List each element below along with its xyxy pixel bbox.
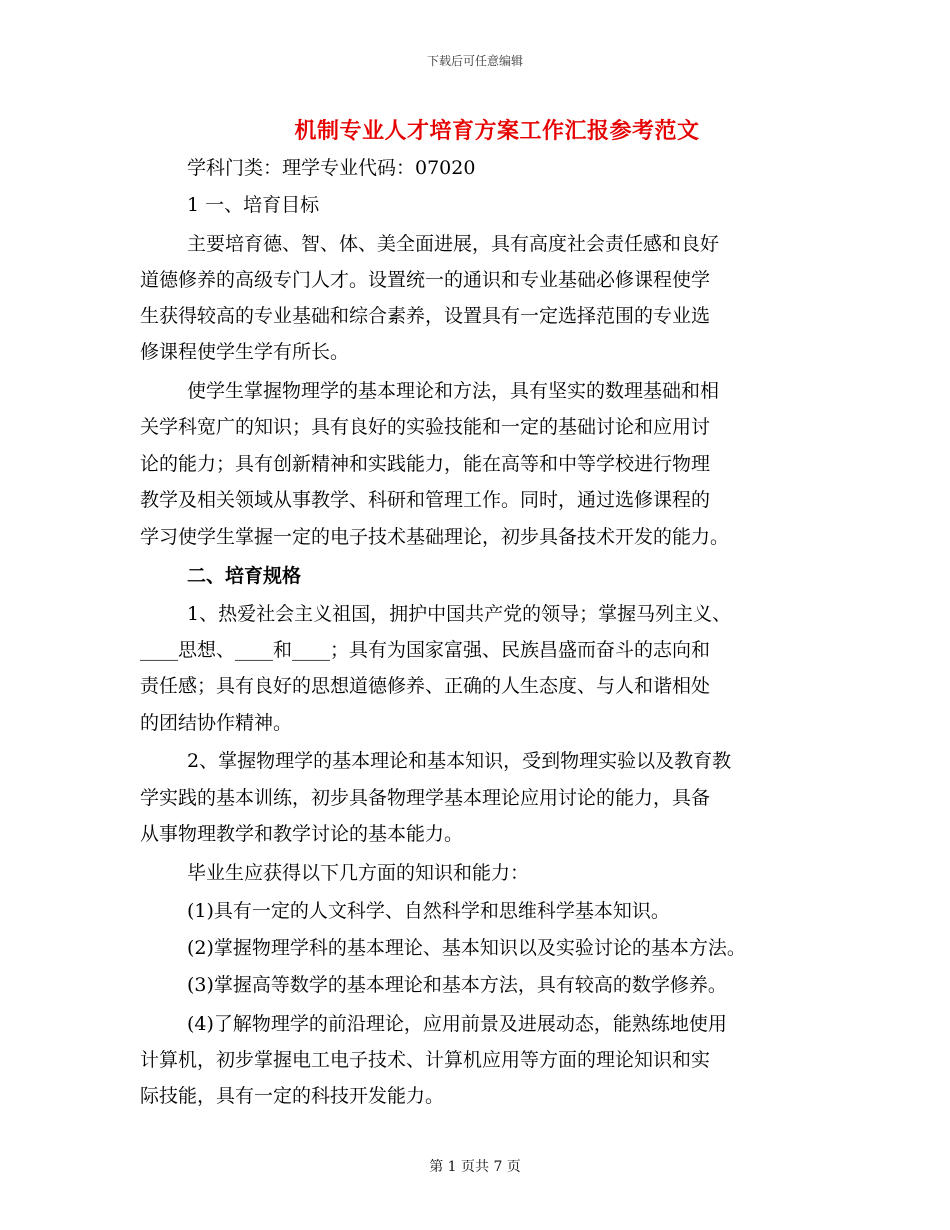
paragraph-line: 从事物理教学和教学讨论的基本能力。 bbox=[140, 823, 464, 845]
paragraph-line: 学实践的基本训练，初步具备物理学基本理论应用讨论的能力，具备 bbox=[140, 787, 711, 809]
subject-code-line: 学科门类：理学专业代码：07020 bbox=[187, 157, 476, 179]
paragraph-line: 2、掌握物理学的基本理论和基本知识，受到物理实验以及教育教 bbox=[187, 750, 732, 772]
list-item: (4)了解物理学的前沿理论，应用前景及进展动态，能熟练地使用 bbox=[187, 1013, 727, 1035]
page-header-note: 下载后可任意编辑 bbox=[426, 54, 523, 68]
document-title: 机制专业人才培育方案工作汇报参考范文 bbox=[294, 118, 700, 144]
paragraph-line: 论的能力；具有创新精神和实践能力，能在高等和中等学校进行物理 bbox=[140, 453, 711, 475]
paragraph-line: 教学及相关领域从事教学、科研和管理工作。同时，通过选修课程的 bbox=[140, 489, 711, 511]
paragraph-line: 使学生掌握物理学的基本理论和方法，具有坚实的数理基础和相 bbox=[187, 380, 720, 402]
paragraph-line: 责任感；具有良好的思想道德修养、正确的人生态度、与人和谐相处 bbox=[140, 675, 711, 697]
paragraph-line: 修课程使学生学有所长。 bbox=[140, 341, 350, 363]
paragraph-line: 道德修养的高级专门人才。设置统一的通识和专业基础必修课程使学 bbox=[140, 269, 711, 291]
paragraph-line: 毕业生应获得以下几方面的知识和能力： bbox=[187, 862, 530, 884]
list-item: (1)具有一定的人文科学、自然科学和思维科学基本知识。 bbox=[187, 900, 670, 922]
section-heading-goals: 1 一、培育目标 bbox=[187, 194, 320, 216]
paragraph-line: 计算机，初步掌握电工电子技术、计算机应用等方面的理论知识和实 bbox=[140, 1049, 711, 1071]
section-heading-specs: 二、培育规格 bbox=[187, 565, 302, 587]
paragraph-line: 生获得较高的专业基础和综合素养，设置具有一定选择范围的专业选 bbox=[140, 305, 711, 327]
paragraph-line: 1、热爱社会主义祖国，拥护中国共产党的领导；掌握马列主义、 bbox=[187, 603, 732, 625]
list-item: (3)掌握高等数学的基本理论和基本方法，具有较高的数学修养。 bbox=[187, 974, 727, 996]
list-item: (2)掌握物理学科的基本理论、基本知识以及实验讨论的基本方法。 bbox=[187, 937, 746, 959]
paragraph-line: 关学科宽广的知识；具有良好的实验技能和一定的基础讨论和应用讨 bbox=[140, 416, 711, 438]
page-number: 第 1 页共 7 页 bbox=[429, 1159, 521, 1175]
paragraph-line: 际技能，具有一定的科技开发能力。 bbox=[140, 1085, 445, 1107]
paragraph-line: 学习使学生掌握一定的电子技术基础理论，初步具备技术开发的能力。 bbox=[140, 526, 730, 548]
paragraph-line: ____思想、____和____；具有为国家富强、民族昌盛而奋斗的志向和 bbox=[140, 639, 711, 661]
paragraph-line: 主要培育德、智、体、美全面进展，具有高度社会责任感和良好 bbox=[187, 233, 720, 255]
paragraph-line: 的团结协作精神。 bbox=[140, 712, 293, 734]
